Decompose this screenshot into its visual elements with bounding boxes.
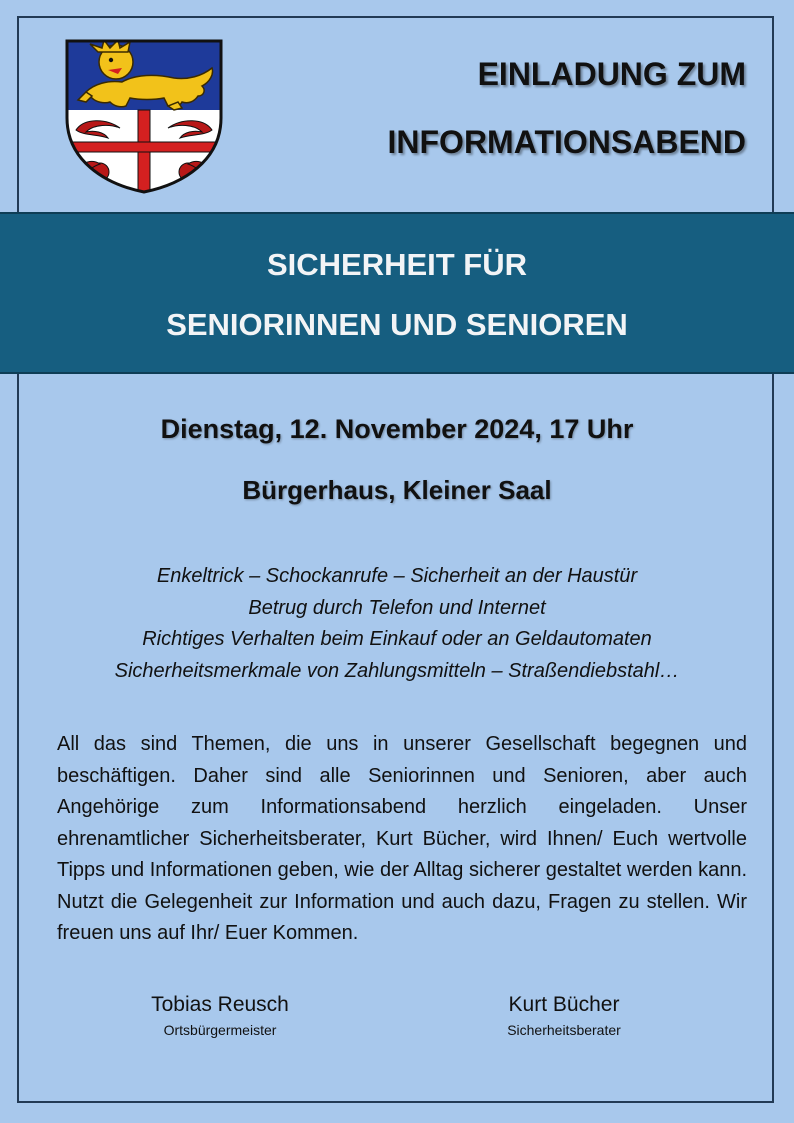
topic-list [0,561,794,687]
topic-banner [0,212,794,374]
title-line-2: INFORMATIONSABEND [387,124,746,160]
banner-line-2: SENIORINNEN UND SENIOREN [166,307,628,342]
title-line-1: EINLADUNG ZUM [477,56,746,92]
signature-name: Kurt Bücher [508,993,620,1016]
topic-line: Sicherheitsmerkmale von Zahlungsmitteln – Straßendiebstahl… [114,659,680,682]
invitation-body: All das sind Themen, die uns in unserer Gesellschaft begegnen und beschäftigen. Daher sind alle Seniorinnen und Senioren, aber auch Angehörige zum Informationsabend herzlich eingeladen. Unser ehrenamtlicher Sicherheitsberater, Kurt Bücher, wird Ihnen/ Euch wertvolle Tipps und Informationen geben, wie der Alltag sicherer gestaltet werden kann. Nutzt die Gelegenheit zur Information und auch dazu, Fragen zu stellen. Wir freuen uns auf Ihr/ Euer Kommen. [57,733,747,944]
signature-block [90,990,350,1040]
topic-line: Enkeltrick – Schockanrufe – Sicherheit an der Haustür [156,565,638,587]
topic-line: Betrug durch Telefon und Internet [248,596,546,619]
signature-block [434,990,694,1040]
coat-of-arms-icon [64,38,224,195]
event-date: Dienstag, 12. November 2024, 17 Uhr [160,414,634,444]
signature-role: Ortsbürgermeister [163,1022,277,1038]
topic-line: Richtiges Verhalten beim Einkauf oder an Geldautomaten [142,628,652,650]
signature-role: Sicherheitsberater [507,1022,621,1038]
document-title [388,40,747,176]
banner-line-1: SICHERHEIT FÜR [266,247,528,282]
event-venue: Bürgerhaus, Kleiner Saal [242,475,552,505]
signature-name: Tobias Reusch [151,993,289,1016]
